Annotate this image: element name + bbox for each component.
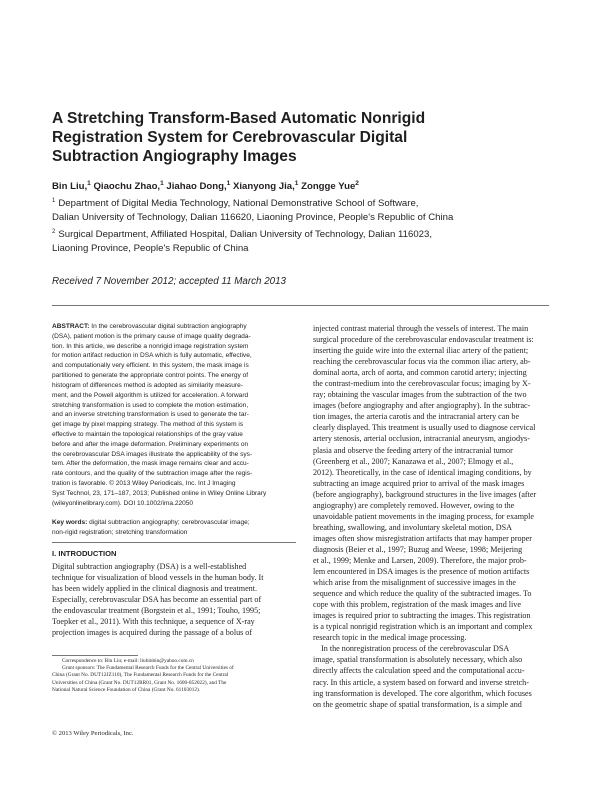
- author-affiliation-mark: 1: [87, 180, 91, 187]
- copyright-notice: © 2013 Wiley Periodicals, Inc.: [52, 730, 134, 737]
- body-line: projection images is acquired during the passage of a bolus of: [52, 628, 253, 638]
- author-name: Jiahao Dong,: [166, 181, 227, 192]
- abstract-line: rate contours, and the quality of the subtraction image after the regis-: [52, 470, 253, 478]
- body-line: has been widely applied in the clinical diagnosis and treatment.: [52, 584, 257, 594]
- abstract-line: histogram of differences method is adopted as similarity measure-: [52, 381, 243, 389]
- author-name: Qiaochu Zhao,: [93, 181, 161, 192]
- body-line: artery stenosis, arterial occlusion, intracranial aneurysm, angiodys-: [313, 434, 530, 444]
- body-line: ray; obtaining the vascular images from the subtraction of the two: [313, 390, 527, 400]
- body-line: unavoidable patient movements in the imaging process, for example: [313, 511, 534, 521]
- body-line: surgical procedure of the cerebrovascular endovascular treatment is:: [313, 335, 534, 345]
- body-line: which arise from the misalignment of successive images in the: [313, 578, 516, 588]
- affiliation-line: [52, 197, 552, 211]
- section-heading: I. INTRODUCTION: [52, 549, 117, 558]
- abstract-line: ment, and the Powell algorithm is utilized for acceleration. A forward: [52, 391, 249, 399]
- body-line: images often show misregistration artifacts that may hamper proper: [313, 533, 532, 543]
- body-line: subtracting an image acquired prior to arrival of the mask images: [313, 478, 525, 488]
- abstract-line: tion. In this article, we describe a nonrigid image registration system: [52, 342, 249, 350]
- body-line: (Greenberg et al., 2007; Kanazawa et al., 2007; Elmogy et al.,: [313, 456, 514, 466]
- intro-left-column: [52, 561, 296, 638]
- body-line: diagnosis (Beier et al., 1997; Buzug and Weese, 1998; Meijering: [313, 544, 523, 554]
- author-affiliation-mark: 1: [160, 180, 164, 187]
- body-line: sequence and which reduce the quality of the subtracted images. To: [313, 589, 532, 599]
- keywords-line: [52, 518, 296, 528]
- author-list: [52, 181, 552, 193]
- author-affiliation-mark: 2: [355, 180, 359, 187]
- body-line: the contrast-medium into the cerebrovascular focus; imaging by X-: [313, 379, 531, 389]
- abstract-line: stretching transformation is used to complete the motion estimation,: [52, 401, 249, 409]
- body-line: reaching the cerebrovascular focus via the common iliac artery, ab-: [313, 357, 531, 367]
- footnote: [52, 658, 296, 694]
- body-line: (before angiography), background structures in the live images (after: [313, 489, 537, 499]
- abstract: [52, 322, 296, 508]
- body-line: angiography) are completely removed. However, owing to the: [313, 500, 515, 510]
- abstract-line: (DSA), patient motion is the primary cause of image quality degrada-: [52, 332, 251, 340]
- abstract-text: In the cerebrovascular digital subtraction angiography: [91, 323, 247, 330]
- grant-line: Grant sponsors: The Fundamental Research Funds for the Central Universities of: [62, 665, 234, 672]
- article-title: [52, 109, 522, 166]
- keywords-line: non-rigid registration; stretching transformation: [52, 528, 188, 536]
- affiliation-text: Surgical Department, Affiliated Hospital, Dalian University of Technology, Dalian 116023,: [58, 229, 432, 240]
- abstract-line: Syst Technol, 23, 171–187, 2013; Published online in Wiley Online Library: [52, 489, 267, 497]
- body-line: racy. In this article, a system based on forward and inverse stretch-: [313, 677, 529, 687]
- body-line: is a typical nonrigid registration which is an important and complex: [313, 622, 533, 632]
- grant-line: Universities of China (Grant No. DUT12RR01, Grant No. 1600-852022), and The: [52, 679, 227, 686]
- received-dates: Received 7 November 2012; accepted 11 March 2013: [52, 276, 286, 287]
- author-name: Xianyong Jia,: [232, 181, 295, 192]
- body-line: lem encountered in DSA images is the presence of motion artifacts: [313, 567, 530, 577]
- affiliation-1: [52, 197, 552, 224]
- body-line: 2012). Theoretically, in the case of identical imaging conditions, by: [313, 467, 532, 477]
- abstract-label: ABSTRACT:: [52, 323, 90, 330]
- body-line: directly affects the calculation speed and the computational accu-: [313, 666, 525, 676]
- abstract-line: and computationally very efficient. In this system, the mask image is: [52, 362, 249, 370]
- body-line: cope with this problem, registration of the mask images and live: [313, 600, 521, 610]
- author-affiliation-mark: 1: [294, 180, 299, 187]
- affiliation-line: Liaoning Province, People's Republic of China: [52, 242, 249, 254]
- body-line: In the nonregistration process of the cerebrovascular DSA: [313, 644, 510, 654]
- body-line: dominal aorta, arch of aorta, and common carotid artery; injecting: [313, 368, 527, 378]
- author-affiliation-mark: 1: [226, 180, 231, 187]
- body-line: technique for visualization of blood vessels in the human body. It: [52, 573, 264, 583]
- affiliation-line: [52, 228, 552, 242]
- abstract-line: tration is favorable. © 2013 Wiley Periodicals, Inc. Int J Imaging: [52, 480, 236, 487]
- header-divider: [52, 305, 549, 306]
- affiliation-number: 2: [52, 229, 56, 235]
- correspondence-note: Correspondence to: Bin Liu; e-mail: liubinbin@yahoo.com.cn: [62, 658, 194, 664]
- abstract-line: partitioned to generate the appropriate control points. The energy of: [52, 372, 249, 380]
- intro-right-column: [313, 323, 553, 710]
- title-line: A Stretching Transform-Based Automatic Nonrigid: [52, 110, 426, 127]
- grant-line: National Natural Science Foundation of China (Grant No. 61103012).: [52, 686, 201, 693]
- body-line: image, spatial transformation is absolutely necessary, which also: [313, 655, 523, 665]
- keywords-text: digital subtraction angiography; cerebrovascular image;: [89, 519, 250, 526]
- abstract-line: tem. After the deformation, the mask image remains clear and accu-: [52, 460, 249, 468]
- body-line: tion images, the arteria carotis and the intracranial artery can be: [313, 412, 520, 422]
- body-line: Digital subtraction angiography (DSA) is a well-established: [52, 562, 247, 571]
- body-line: images (before angiography and after angiography). In the subtrac-: [313, 401, 531, 411]
- abstract-line: effective to maintain the topological relationships of the gray value: [52, 430, 243, 438]
- abstract-line: (wileyonlinelibrary.com). DOI 10.1002/ima.22050: [52, 499, 194, 507]
- title-line: Subtraction Angiography Images: [52, 148, 297, 165]
- affiliation-line: Dalian University of Technology, Dalian 116620, Liaoning Province, People's Republic of China: [52, 211, 454, 223]
- footnote-divider: [52, 655, 138, 656]
- body-line: plasia and observe the feeding artery of the intracranial tumor: [313, 445, 513, 455]
- abstract-line: get image by pixel mapping strategy. The method of this system is: [52, 421, 244, 429]
- title-line: Registration System for Cerebrovascular Digital: [52, 129, 408, 146]
- body-line: Toepker et al., 2011). With this technique, a sequence of X-ray: [52, 617, 255, 627]
- abstract-line: [52, 322, 296, 332]
- abstract-line: and an inverse stretching transformation is used to generate the tar-: [52, 411, 249, 419]
- author-name: Zongge Yue: [301, 181, 356, 192]
- affiliation-number: 1: [52, 198, 56, 204]
- body-line: research topic in the medical image processing.: [313, 633, 467, 643]
- body-line: clearly displayed. This treatment is usually used to diagnose cervical: [313, 423, 536, 433]
- abstract-line: the cerebrovascular DSA images illustrate the applicability of the sys-: [52, 450, 253, 458]
- affiliation-2: [52, 228, 552, 255]
- keywords-label: Key words:: [52, 519, 88, 526]
- abstract-line: before and after the image deformation. Preliminary experiments on: [52, 440, 249, 448]
- body-line: injected contrast material through the vessels of interest. The main: [313, 324, 529, 333]
- author-name: Bin Liu,: [52, 181, 88, 192]
- body-line: et al., 1999; Menke and Larsen, 2009). Therefore, the major prob-: [313, 555, 527, 565]
- grant-line: China (Grant No. DUT12JZ110), The Fundamental Research Funds for the Central: [52, 672, 229, 679]
- body-line: breathing, swallowing, and involuntary skeletal motion, DSA: [313, 522, 512, 532]
- body-line: Especially, cerebrovascular DSA has become an essential part of: [52, 595, 262, 605]
- body-line: ing transformation is developed. The core algorithm, which focuses: [313, 688, 532, 698]
- affiliation-text: Department of Digital Media Technology, National Demonstrative School of Software,: [58, 198, 419, 209]
- body-line: images is required prior to subtracting the images. This registration: [313, 611, 531, 621]
- body-line: the endovascular treatment (Borgstein et al., 1991; Touho, 1995;: [52, 606, 261, 616]
- abstract-divider: [52, 542, 296, 543]
- keywords: [52, 518, 296, 538]
- body-line: inserting the guide wire into the external iliac artery of the patient;: [313, 346, 529, 356]
- abstract-line: for motion artifact reduction in DSA which is fully automatic, effective,: [52, 352, 252, 360]
- body-line: on the geometric shape of spatial transformation, is a simple and: [313, 699, 522, 709]
